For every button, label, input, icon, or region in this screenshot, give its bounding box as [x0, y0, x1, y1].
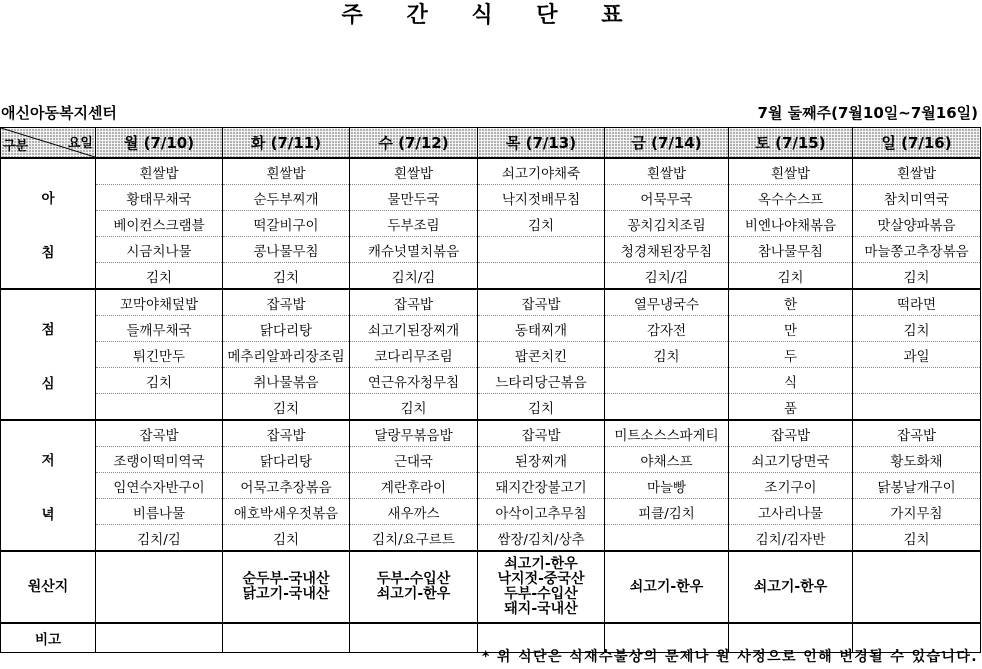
menu-cell: 메추리알꽈리장조림 [223, 342, 350, 368]
menu-cell: 청경채된장무침 [605, 237, 729, 263]
footnote: * 위 식단은 식재수불상의 문제나 원 사정으로 인해 변경될 수 있습니다. [481, 649, 978, 665]
origin-line: 순두부-국내산 [242, 571, 330, 587]
meal-label-char: 녁 [41, 506, 55, 523]
menu-cell: 황도화채 [853, 447, 981, 473]
menu-row-dinner [1, 499, 981, 525]
origin-line: 두부-수입산 [376, 571, 451, 587]
origin-line: 닭고기-국내산 [242, 586, 330, 602]
day-header-fri: 금 (7/14) [605, 128, 729, 159]
menu-cell: 김치 [223, 263, 350, 290]
menu-cell [478, 237, 605, 263]
menu-row-breakfast [1, 211, 981, 237]
origin-line: 쇠고기-한우 [504, 556, 578, 572]
origin-line: 두부-수입산 [504, 586, 578, 602]
menu-row-lunch [1, 368, 981, 394]
menu-cell: 김치/김 [96, 525, 223, 552]
menu-cell: 가지무침 [853, 499, 981, 525]
menu-cell: 김치 [605, 342, 729, 368]
menu-cell: 잡곡밥 [223, 289, 350, 316]
menu-row-dinner [1, 473, 981, 499]
menu-cell: 꼬막야채덮밥 [96, 289, 223, 316]
corner-day-label: 요일 [67, 136, 93, 151]
menu-cell: 김치 [350, 394, 478, 421]
origin-label: 원산지 [1, 551, 96, 623]
meal-label-breakfast [1, 158, 96, 289]
week-label: 7월 둘째주(7월10일~7월16일) [757, 104, 978, 122]
menu-cell: 취나물볶음 [223, 368, 350, 394]
menu-cell: 쌈장/김치/상추 [478, 525, 605, 552]
day-header-sat: 토 (7/15) [729, 128, 853, 159]
menu-cell: 동태찌개 [478, 316, 605, 342]
menu-cell: 어묵고추장볶음 [223, 473, 350, 499]
menu-cell: 황태무채국 [96, 185, 223, 211]
note-cell [96, 623, 223, 653]
menu-cell: 쇠고기된장찌개 [350, 316, 478, 342]
menu-row-dinner [1, 525, 981, 552]
menu-row-dinner [1, 420, 981, 447]
menu-cell: 흰쌀밥 [729, 158, 853, 185]
note-cell [223, 623, 350, 653]
meal-label-char: 저 [41, 452, 55, 469]
menu-cell: 비름나물 [96, 499, 223, 525]
menu-cell: 닭다리탕 [223, 447, 350, 473]
origin-row [1, 551, 981, 623]
menu-cell: 꽁치김치조림 [605, 211, 729, 237]
menu-cell: 김치 [223, 394, 350, 421]
menu-cell: 베이컨스크램블 [96, 211, 223, 237]
menu-cell: 품 [729, 394, 853, 421]
menu-cell [605, 368, 729, 394]
menu-cell: 미트소스스파게티 [605, 420, 729, 447]
menu-cell: 애호박새우젓볶음 [223, 499, 350, 525]
menu-cell: 김치 [729, 263, 853, 290]
day-header-tue: 화 (7/11) [223, 128, 350, 159]
menu-cell [853, 368, 981, 394]
menu-cell: 감자전 [605, 316, 729, 342]
menu-cell: 참치미역국 [853, 185, 981, 211]
menu-cell: 고사리나물 [729, 499, 853, 525]
menu-cell: 김치/김자반 [729, 525, 853, 552]
origin-cell [223, 551, 350, 623]
menu-cell: 맛살양파볶음 [853, 211, 981, 237]
menu-cell: 비엔나야채볶음 [729, 211, 853, 237]
menu-cell [853, 394, 981, 421]
menu-cell: 잡곡밥 [478, 289, 605, 316]
meal-label-dinner [1, 420, 96, 551]
menu-row-dinner [1, 447, 981, 473]
menu-cell: 참나물무침 [729, 237, 853, 263]
corner-header [1, 128, 96, 159]
menu-cell: 떡라면 [853, 289, 981, 316]
menu-cell: 김치 [853, 263, 981, 290]
menu-cell: 두부조림 [350, 211, 478, 237]
menu-cell: 마늘쫑고추장볶음 [853, 237, 981, 263]
menu-cell [478, 263, 605, 290]
origin-line: 낙지젓-중국산 [497, 571, 585, 587]
menu-cell: 낙지젓배무침 [478, 185, 605, 211]
menu-cell: 계란후라이 [350, 473, 478, 499]
origin-cell [350, 551, 478, 623]
menu-table [0, 127, 981, 653]
menu-cell: 콩나물무침 [223, 237, 350, 263]
origin-cell [729, 551, 853, 623]
meal-label-char: 아 [41, 190, 55, 207]
menu-cell: 한 [729, 289, 853, 316]
menu-row-breakfast [1, 158, 981, 185]
menu-cell: 달랑무볶음밥 [350, 420, 478, 447]
menu-cell: 흰쌀밥 [350, 158, 478, 185]
menu-row-breakfast [1, 237, 981, 263]
menu-cell: 흰쌀밥 [96, 158, 223, 185]
menu-cell [605, 525, 729, 552]
origin-line: 돼지-국내산 [504, 601, 578, 617]
header-row [1, 128, 981, 159]
menu-cell [96, 394, 223, 421]
menu-cell: 흰쌀밥 [223, 158, 350, 185]
menu-cell: 옥수수스프 [729, 185, 853, 211]
menu-cell: 시금치나물 [96, 237, 223, 263]
origin-line: 쇠고기-한우 [629, 578, 704, 595]
menu-cell: 과일 [853, 342, 981, 368]
origin-cell [853, 551, 981, 623]
menu-cell: 닭다리탕 [223, 316, 350, 342]
menu-cell: 쇠고기당면국 [729, 447, 853, 473]
menu-cell: 팝콘치킨 [478, 342, 605, 368]
menu-cell: 두 [729, 342, 853, 368]
menu-cell: 흰쌀밥 [853, 158, 981, 185]
menu-cell: 떡갈비구이 [223, 211, 350, 237]
menu-cell: 쇠고기야채죽 [478, 158, 605, 185]
menu-cell: 김치/요구르트 [350, 525, 478, 552]
menu-row-lunch [1, 316, 981, 342]
menu-cell: 물만두국 [350, 185, 478, 211]
corner-category-label: 구분 [3, 139, 29, 154]
meal-label-char: 점 [41, 321, 55, 338]
menu-row-breakfast [1, 263, 981, 290]
menu-cell: 잡곡밥 [350, 289, 478, 316]
menu-cell: 들깨무채국 [96, 316, 223, 342]
day-header-mon: 월 (7/10) [96, 128, 223, 159]
menu-body [1, 158, 981, 653]
menu-cell: 김치/김 [605, 263, 729, 290]
origin-cell [96, 551, 223, 623]
day-header-thu: 목 (7/13) [478, 128, 605, 159]
menu-cell: 잡곡밥 [729, 420, 853, 447]
meal-label-lunch [1, 289, 96, 420]
menu-cell: 김치 [96, 368, 223, 394]
menu-cell: 튀긴만두 [96, 342, 223, 368]
organization-name: 애신아동복지센터 [1, 104, 117, 122]
origin-cell [478, 551, 605, 623]
menu-cell: 돼지간장불고기 [478, 473, 605, 499]
menu-cell: 연근유자청무침 [350, 368, 478, 394]
menu-row-breakfast [1, 185, 981, 211]
menu-cell: 흰쌀밥 [605, 158, 729, 185]
menu-cell: 김치 [478, 394, 605, 421]
menu-cell: 캐슈넛멸치볶음 [350, 237, 478, 263]
menu-cell: 순두부찌개 [223, 185, 350, 211]
day-header-sun: 일 (7/16) [853, 128, 981, 159]
menu-cell: 김치 [853, 525, 981, 552]
menu-cell [605, 394, 729, 421]
menu-cell: 근대국 [350, 447, 478, 473]
day-header-wed: 수 (7/12) [350, 128, 478, 159]
menu-cell: 식 [729, 368, 853, 394]
menu-cell: 김치/김 [350, 263, 478, 290]
menu-row-lunch [1, 342, 981, 368]
menu-cell: 잡곡밥 [223, 420, 350, 447]
origin-cell [605, 551, 729, 623]
menu-cell: 피클/김치 [605, 499, 729, 525]
note-cell [350, 623, 478, 653]
menu-cell: 새우까스 [350, 499, 478, 525]
menu-cell: 조기구이 [729, 473, 853, 499]
menu-cell: 만 [729, 316, 853, 342]
meal-label-char: 심 [41, 375, 55, 392]
page-title: 주 간 식 단 표 [341, 3, 641, 28]
menu-cell: 열무냉국수 [605, 289, 729, 316]
origin-line: 쇠고기-한우 [753, 578, 828, 595]
menu-cell: 잡곡밥 [853, 420, 981, 447]
menu-cell: 어묵무국 [605, 185, 729, 211]
menu-cell: 된장찌개 [478, 447, 605, 473]
note-label: 비고 [1, 623, 96, 653]
menu-cell: 김치 [96, 263, 223, 290]
meal-label-char: 침 [41, 244, 55, 261]
menu-cell: 잡곡밥 [96, 420, 223, 447]
menu-cell: 잡곡밥 [478, 420, 605, 447]
menu-cell: 느타리당근볶음 [478, 368, 605, 394]
menu-cell: 닭봉날개구이 [853, 473, 981, 499]
menu-cell: 김치 [853, 316, 981, 342]
menu-cell: 야채스프 [605, 447, 729, 473]
menu-row-lunch [1, 394, 981, 421]
menu-cell: 아삭이고추무침 [478, 499, 605, 525]
menu-cell: 코다리무조림 [350, 342, 478, 368]
menu-cell: 임연수자반구이 [96, 473, 223, 499]
menu-cell: 조랭이떡미역국 [96, 447, 223, 473]
origin-line: 쇠고기-한우 [376, 586, 451, 602]
menu-cell: 마늘빵 [605, 473, 729, 499]
menu-row-lunch [1, 289, 981, 316]
menu-cell: 김치 [223, 525, 350, 552]
menu-cell: 김치 [478, 211, 605, 237]
